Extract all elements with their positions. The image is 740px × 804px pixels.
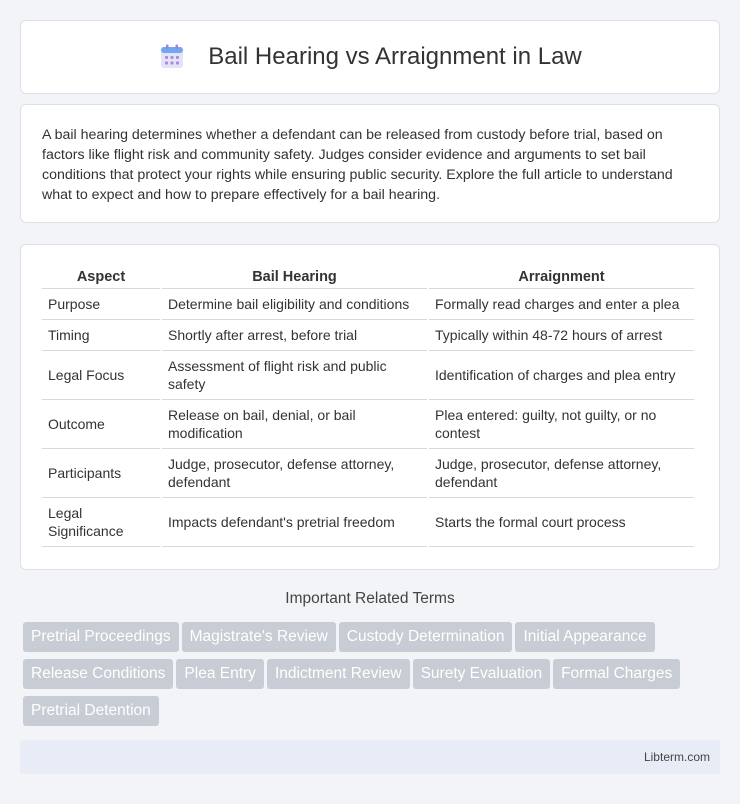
table-cell-bail-hearing: Shortly after arrest, before trial bbox=[162, 320, 427, 351]
related-term-tag[interactable]: Initial Appearance bbox=[515, 622, 654, 652]
table-row bbox=[42, 320, 694, 351]
comparison-table-card bbox=[20, 244, 720, 570]
intro-card bbox=[20, 104, 720, 223]
table-row bbox=[42, 449, 694, 498]
related-terms-list bbox=[23, 622, 723, 733]
column-header-bail-hearing: Bail Hearing bbox=[162, 265, 427, 289]
table-cell-arraignment: Plea entered: guilty, not guilty, or no contest bbox=[429, 400, 694, 449]
table-header-row bbox=[42, 265, 694, 289]
footer bbox=[20, 740, 720, 774]
related-term-tag[interactable]: Custody Determination bbox=[339, 622, 513, 652]
related-term-tag[interactable]: Release Conditions bbox=[23, 659, 173, 689]
table-cell-arraignment: Identification of charges and plea entry bbox=[429, 351, 694, 400]
table-cell-bail-hearing: Release on bail, denial, or bail modification bbox=[162, 400, 427, 449]
column-header-arraignment: Arraignment bbox=[429, 265, 694, 289]
table-cell-bail-hearing: Judge, prosecutor, defense attorney, defendant bbox=[162, 449, 427, 498]
footer-brand-link[interactable]: Libterm.com bbox=[643, 750, 710, 764]
column-header-aspect: Aspect bbox=[42, 265, 160, 289]
related-term-tag[interactable]: Indictment Review bbox=[267, 659, 410, 689]
table-row bbox=[42, 400, 694, 449]
table-cell-arraignment: Formally read charges and enter a plea bbox=[429, 289, 694, 320]
table-cell-aspect: Participants bbox=[42, 449, 160, 498]
table-cell-arraignment: Starts the formal court process bbox=[429, 498, 694, 547]
related-term-tag[interactable]: Surety Evaluation bbox=[413, 659, 551, 689]
related-term-tag[interactable]: Pretrial Proceedings bbox=[23, 622, 179, 652]
table-cell-aspect: Legal Focus bbox=[42, 351, 160, 400]
table-cell-arraignment: Typically within 48-72 hours of arrest bbox=[429, 320, 694, 351]
related-terms-title: Important Related Terms bbox=[285, 590, 455, 607]
related-term-tag[interactable]: Plea Entry bbox=[176, 659, 264, 689]
related-term-tag[interactable]: Pretrial Detention bbox=[23, 696, 159, 726]
table-row bbox=[42, 289, 694, 320]
related-term-tag[interactable]: Formal Charges bbox=[553, 659, 680, 689]
calendar-icon bbox=[158, 43, 186, 71]
table-row bbox=[42, 351, 694, 400]
intro-text: A bail hearing determines whether a defendant can be released from custody before trial, based on factors like flight risk and community safety. Judges consider evidence and arguments to set bail conditions that protect your rights while ensuring public security. Explore the full article to understand what to expect and how to prepare effectively for a bail hearing. bbox=[42, 127, 673, 203]
comparison-table bbox=[40, 265, 696, 547]
table-row bbox=[42, 498, 694, 547]
table-cell-aspect: Legal Significance bbox=[42, 498, 160, 547]
page-title: Bail Hearing vs Arraignment in Law bbox=[208, 43, 582, 70]
header-card bbox=[20, 20, 720, 94]
table-cell-aspect: Purpose bbox=[42, 289, 160, 320]
table-cell-aspect: Outcome bbox=[42, 400, 160, 449]
table-cell-bail-hearing: Impacts defendant's pretrial freedom bbox=[162, 498, 427, 547]
table-cell-bail-hearing: Assessment of flight risk and public safety bbox=[162, 351, 427, 400]
table-cell-aspect: Timing bbox=[42, 320, 160, 351]
table-cell-bail-hearing: Determine bail eligibility and conditions bbox=[162, 289, 427, 320]
table-cell-arraignment: Judge, prosecutor, defense attorney, defendant bbox=[429, 449, 694, 498]
related-term-tag[interactable]: Magistrate's Review bbox=[182, 622, 336, 652]
